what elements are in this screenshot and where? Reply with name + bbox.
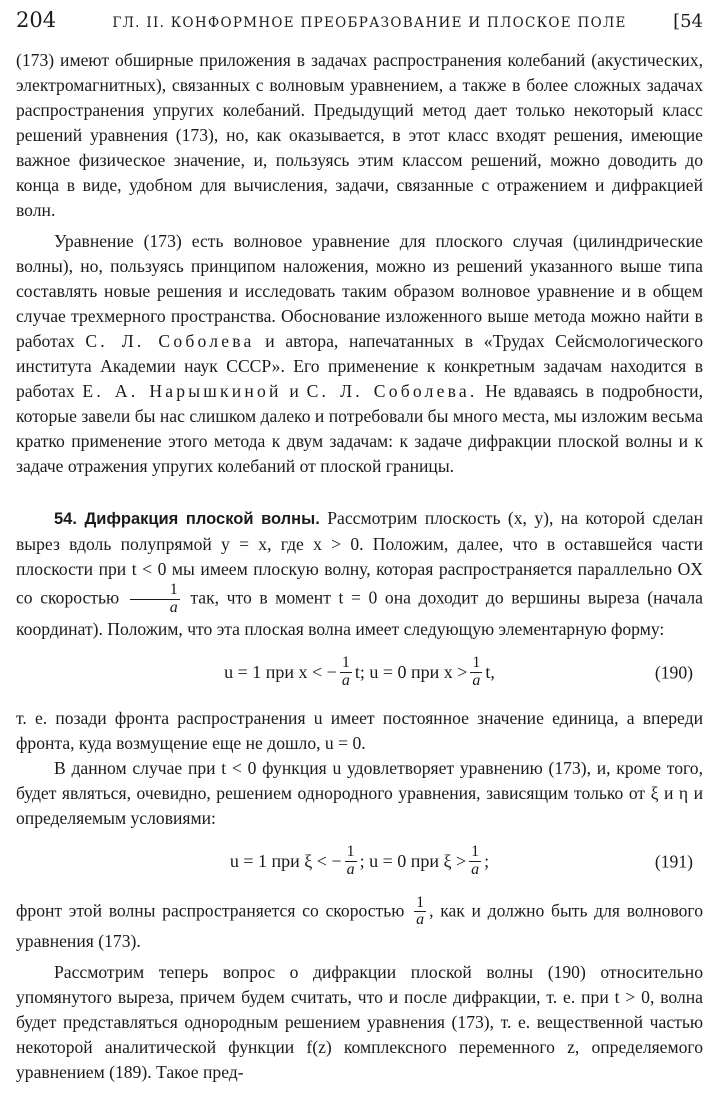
section-54-text-a: Рассмотрим плоскость (x, y), на которой сделан вырез вдоль полупрямой y = x, где x > 0. Положим, далее, что в оставшейся части плоскости при t < 0 мы имеем плоскую волну, которая распространяется параллельно OX со скоростью: [16, 508, 703, 608]
page-number: 204: [16, 8, 57, 32]
formula-191-fraction-1: [345, 844, 357, 879]
paragraph-2-text-4: Не вдаваясь в подробности, которые завели бы нас слишком далеко и потребовали бы много места, мы изложим весьма кратко применение этого метода к двум задачам: к задаче дифракции плоской волны и к задаче отражения упругих колебаний от плоской границы.: [16, 381, 703, 476]
formula-190-part-b: t; u = 0 при x >: [354, 662, 468, 683]
equation-number-190: (190): [654, 662, 693, 683]
paragraph-2-text-3: и: [289, 381, 299, 401]
formula-191-part-c: ;: [484, 851, 490, 872]
formula-191: [16, 831, 703, 893]
equation-number-191: (191): [654, 851, 693, 872]
running-head: ГЛ. II. КОНФОРМНОЕ ПРЕОБРАЗОВАНИЕ И ПЛОСКОЕ ПОЛЕ: [112, 15, 627, 31]
section-54-text-4b: , как и должно быть для волнового уравнения (173).: [16, 899, 704, 952]
section-title: 54. Дифракция плоской волны.: [54, 510, 320, 528]
fraction-speed: [414, 895, 426, 930]
section-54-paragraph-2: т. е. позади фронта распространения u имеет постоянное значение единица, а впереди фронта, куда возмущение еще не дошло, u = 0.: [16, 707, 703, 753]
author-name-naryshkina: Е. А. Нарышкиной: [82, 381, 282, 401]
fraction-denominator: a: [341, 672, 350, 690]
fraction-numerator: 1: [471, 843, 480, 861]
section-54-paragraph-5: Рассмотрим теперь вопрос о дифракции плоской волны (190) относительно упомянутого выреза, причем будем считать, что и после дифракции, т. е. при t > 0, волна будет представляться однородным решением уравнения (173), т. е. вещественной частью некоторой аналитической функции f(z) комплексного переменного z, определяемого уравнением (189). Такое пред-: [16, 962, 703, 1083]
author-name-sobolev-2: С. Л. Соболева.: [306, 381, 478, 401]
formula-191-fraction-2: [469, 844, 481, 879]
paragraph-2: [16, 229, 703, 479]
fraction-denominator: a: [130, 599, 180, 617]
fraction-denominator: a: [472, 672, 481, 690]
page-header: [16, 8, 703, 38]
formula-190-part-a: u = 1 при x < −: [224, 662, 337, 683]
fraction-numerator: 1: [472, 654, 481, 672]
fraction-one-over-a: [130, 582, 180, 617]
formula-190-part-c: t,: [485, 662, 495, 683]
formula-190: [16, 642, 703, 704]
fraction-denominator: a: [346, 861, 355, 879]
formula-190-fraction-2: [470, 655, 482, 690]
section-54-text-4a: фронт этой волны распространяется со скоростью: [16, 899, 405, 920]
fraction-denominator: a: [471, 861, 480, 879]
fraction-numerator: 1: [341, 654, 350, 672]
paragraph-2-text-2: и автора, напечатанных в «Трудах Сейсмологического института Академии наук СССР». Его применение к конкретным задачам находится в работах: [16, 331, 704, 401]
fraction-numerator: 1: [169, 581, 178, 598]
fraction-numerator: 1: [416, 893, 425, 911]
section-54-paragraph-1: [16, 506, 703, 642]
paragraph-1: (173) имеют обширные приложения в задачах распространения колебаний (акустических, электромагнитных), связанных с волновым уравнением, а также в более сложных задачах распространения упругих колебаний. Предыдущий метод дает только некоторый класс решений уравнения (173), но, как оказывается, в этот класс входят решения, имеющие важное физическое значение, и, пользуясь этим классом решений, можно доводить до конца в виде, удобном для вычисления, задачи, связанные с отражением и дифракцией волн.: [16, 50, 703, 220]
formula-191-part-a: u = 1 при ξ < −: [229, 851, 342, 872]
formula-190-fraction-1: [340, 655, 352, 690]
fraction-numerator: 1: [346, 843, 355, 861]
section-54-paragraph-3: В данном случае при t < 0 функция u удовлетворяет уравнению (173), и, кроме того, будет являться, очевидно, решением однородного уравнения, зависящим только от ξ и η и определяемым условиями:: [16, 757, 703, 828]
formula-191-part-b: ; u = 0 при ξ >: [359, 851, 467, 872]
author-name-sobolev: С. Л. Соболева: [85, 331, 255, 351]
section-mark: [54: [673, 11, 703, 32]
paragraph-2-text-1: Уравнение (173) есть волновое уравнение для плоского случая (цилиндрические волны), но, пользуясь принципом наложения, можно из решений указанного выше типа составлять новые решения и исследовать таким образом волновое уравнение и в общем случае трехмерного пространства. Обоснование изложенного выше метода можно найти в работах: [16, 231, 703, 351]
section-54-text-b: так, что в момент t = 0 она доходит до вершины выреза (начала координат). Положим, что эта плоская волна имеет следующую элементарную форму:: [16, 587, 703, 639]
section-54-paragraph-4: [16, 895, 703, 955]
fraction-denominator: a: [416, 911, 425, 929]
